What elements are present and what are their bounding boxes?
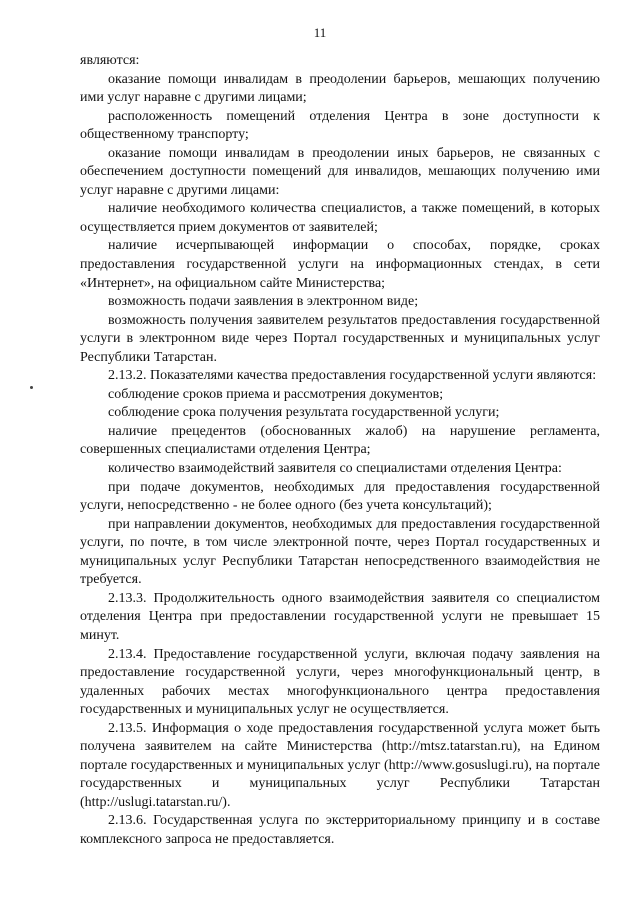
paragraph: соблюдение срока получения результата государственной услуги; [108, 405, 500, 421]
document-body [80, 52, 600, 850]
paragraph: наличие необходимого количества специалистов, а также помещений, в которых осуществляется прием документов от заявителей; [80, 201, 600, 235]
paragraph: возможность получения заявителем результатов предоставления государственной услуги в электронном виде через Портал государственных и муниципальных услуг Республики Татарстан. [80, 312, 600, 365]
section-paragraph: 2.13.5. Информация о ходе предоставления государственной услуга может быть получена заявителем на сайте Министерства (http://mtsz.tatarstan.ru), на Едином портале государственных и муниципальных услуг (http://www.gosuslugi.ru), на портале государственных и муниципальных услуг Республики Татарстан (http://uslugi.tatarstan.ru/). [80, 720, 600, 810]
paragraph: наличие исчерпывающей информации о способах, порядке, сроках предоставления государственной услуги на информационных стендах, в сети «Интернет», на официальном сайте Министерства; [80, 238, 600, 291]
section-paragraph: 2.13.2. Показателями качества предоставления государственной услуги являются: [108, 368, 597, 384]
section-paragraph: 2.13.3. Продолжительность одного взаимодействия заявителя со специалистом отделения Центра при предоставлении государственной услуги не превышает 15 минут. [80, 590, 600, 643]
paragraph: оказание помощи инвалидам в преодолении иных барьеров, не связанных с обеспечением доступности помещений для инвалидов, мешающих получению ими услуг наравне с другими лицами: [80, 145, 600, 198]
page-number: 11 [313, 25, 327, 40]
paragraph: при направлении документов, необходимых для предоставления государственной услуги, по почте, в том числе электронной почте, через Портал государственных и муниципальных услуг Республики Татарстан непосредственного взаимодействия не требуется. [80, 516, 600, 588]
section-paragraph: 2.13.4. Предоставление государственной услуги, включая подачу заявления на предоставление государственной услуги, через многофункциональный центр, в удаленных рабочих местах многофункционального центра предоставления государственных и муниципальных услуг не осуществляется. [80, 646, 600, 718]
paragraph: соблюдение сроков приема и рассмотрения документов; [108, 386, 444, 402]
section-paragraph: 2.13.6. Государственная услуга по экстерриториальному принципу и в составе комплексного запроса не предоставляется. [80, 813, 600, 847]
paragraph: количество взаимодействий заявителя со специалистами отделения Центра: [108, 461, 562, 477]
margin-dot [30, 386, 33, 389]
paragraph: расположенность помещений отделения Центра в зоне доступности к общественному транспорту; [80, 108, 600, 143]
paragraph: наличие прецедентов (обоснованных жалоб) на нарушение регламента, совершенных специалистами отделения Центра; [80, 423, 600, 458]
paragraph: возможность подачи заявления в электронном виде; [108, 294, 419, 310]
paragraph: при подаче документов, необходимых для предоставления государственной услуги, непосредственно - не более одного (без учета консультаций); [80, 479, 600, 514]
paragraph: являются: [80, 53, 140, 68]
paragraph: оказание помощи инвалидам в преодолении барьеров, мешающих получению ими услуг наравне с другими лицами; [80, 71, 600, 106]
